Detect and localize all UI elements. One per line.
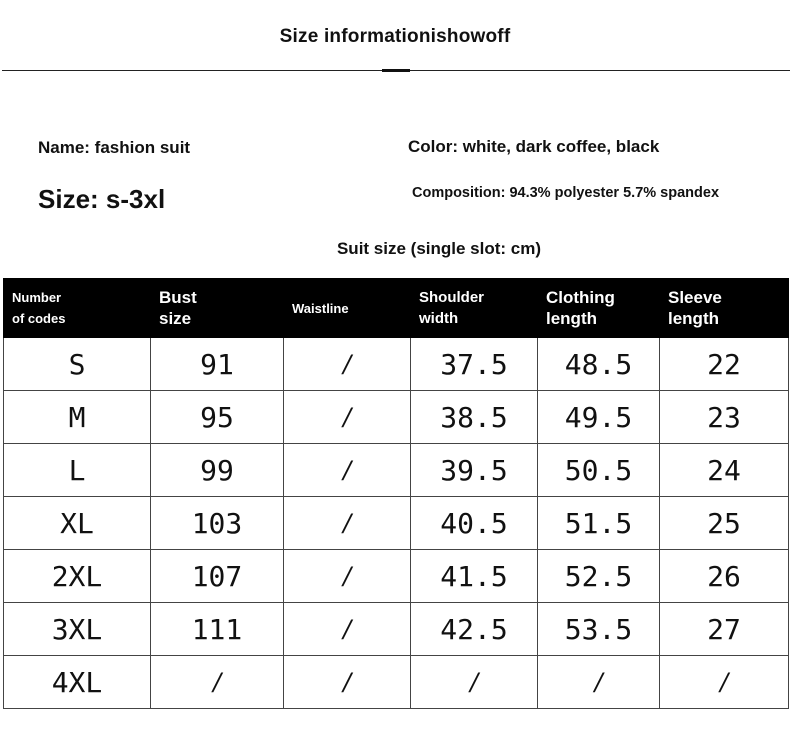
table-cell: / [538, 656, 660, 709]
table-row [4, 391, 789, 444]
header-line: width [419, 310, 459, 327]
table-row [4, 656, 789, 709]
header-line: size [159, 309, 192, 328]
table-cell: 51.5 [538, 497, 660, 550]
header-line: Sleeve [668, 288, 722, 307]
header-line: length [546, 309, 597, 328]
table-row [4, 444, 789, 497]
header-line: length [668, 309, 719, 328]
size-code-cell: S [4, 338, 151, 391]
size-code-cell: L [4, 444, 151, 497]
table-cell: 41.5 [411, 550, 538, 603]
header-line: Clothing [546, 288, 615, 307]
table-cell: 91 [151, 338, 284, 391]
header-line: Waistline [292, 300, 349, 316]
header-line: Number [12, 290, 62, 305]
table-cell: 37.5 [411, 338, 538, 391]
table-cell: 42.5 [411, 603, 538, 656]
table-cell: / [284, 603, 411, 656]
table-cell: 48.5 [538, 338, 660, 391]
table-cell: 23 [660, 391, 789, 444]
table-cell: / [284, 550, 411, 603]
table-cell: 111 [151, 603, 284, 656]
table-cell: 103 [151, 497, 284, 550]
table-cell: / [284, 656, 411, 709]
size-table [3, 278, 789, 709]
table-cell: 24 [660, 444, 789, 497]
column-header-sleeve-length [660, 279, 789, 338]
table-row [4, 338, 789, 391]
table-cell: / [411, 656, 538, 709]
table-cell: / [284, 338, 411, 391]
table-caption: Suit size (single slot: cm) [336, 239, 542, 258]
table-cell: 40.5 [411, 497, 538, 550]
table-cell: 25 [660, 497, 789, 550]
table-cell: / [151, 656, 284, 709]
header-line: Bust [159, 288, 197, 307]
size-code-cell: 3XL [4, 603, 151, 656]
table-row [4, 550, 789, 603]
table-cell: 49.5 [538, 391, 660, 444]
header-divider-accent [382, 69, 410, 72]
table-cell: 53.5 [538, 603, 660, 656]
size-code-cell: 2XL [4, 550, 151, 603]
product-size-range: Size: s-3xl [38, 184, 166, 214]
header-line: of codes [12, 311, 66, 326]
table-cell: 27 [660, 603, 789, 656]
table-cell: 39.5 [411, 444, 538, 497]
product-composition: Composition: 94.3% polyester 5.7% spandex [412, 185, 720, 201]
table-cell: 107 [151, 550, 284, 603]
table-row [4, 603, 789, 656]
size-code-cell: 4XL [4, 656, 151, 709]
table-cell: 52.5 [538, 550, 660, 603]
table-cell: 38.5 [411, 391, 538, 444]
column-header-size-code [4, 279, 151, 338]
column-header-waistline [284, 279, 411, 338]
column-header-shoulder [411, 279, 538, 338]
table-cell: / [284, 497, 411, 550]
column-header-clothing-length [538, 279, 660, 338]
table-cell: / [284, 444, 411, 497]
table-cell: 26 [660, 550, 789, 603]
table-row [4, 497, 789, 550]
page-title: Size informationishowoff [279, 26, 511, 47]
table-cell: 22 [660, 338, 789, 391]
table-cell: 50.5 [538, 444, 660, 497]
table-header-row [4, 279, 789, 338]
product-colors: Color: white, dark coffee, black [408, 137, 660, 156]
size-code-cell: XL [4, 497, 151, 550]
column-header-bust [151, 279, 284, 338]
table-cell: / [284, 391, 411, 444]
table-cell: / [660, 656, 789, 709]
header-line: Shoulder [419, 289, 485, 306]
size-code-cell: M [4, 391, 151, 444]
table-cell: 95 [151, 391, 284, 444]
product-name: Name: fashion suit [38, 138, 191, 157]
table-cell: 99 [151, 444, 284, 497]
table-body [4, 338, 789, 709]
